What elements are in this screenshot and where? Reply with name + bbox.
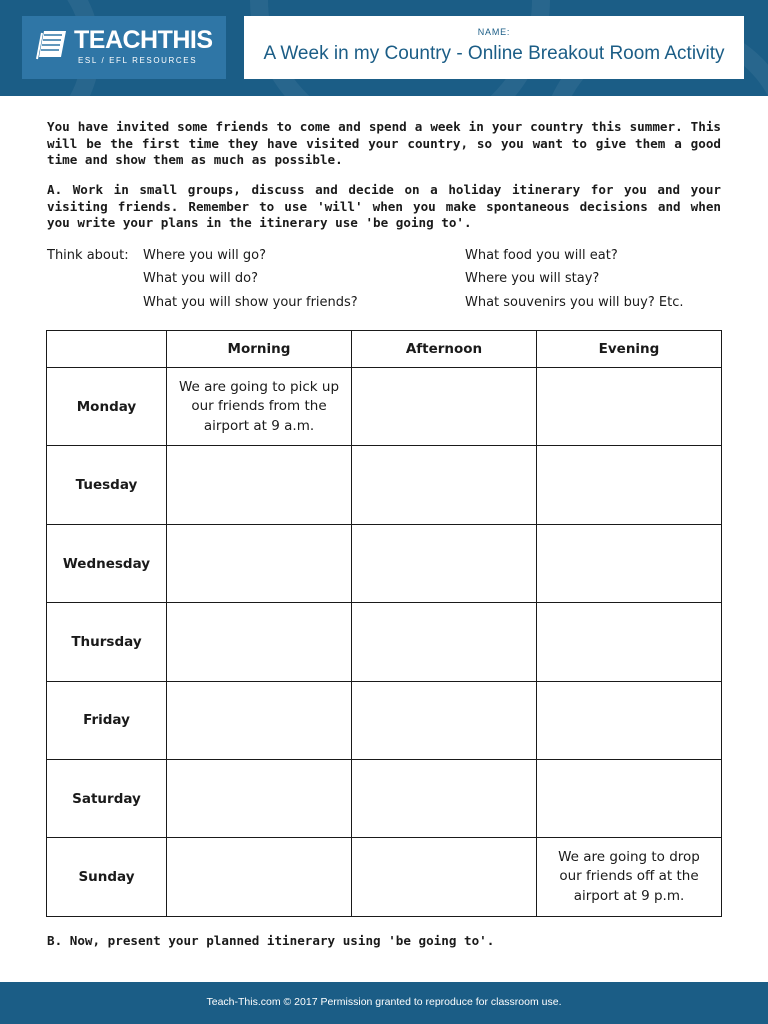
- morning-cell: [167, 760, 352, 838]
- think-item: Where you will go?: [143, 248, 267, 263]
- table-header-row: [47, 331, 722, 368]
- column-header-evening: Evening: [537, 331, 722, 368]
- table-row: [47, 681, 722, 759]
- think-item: What you will show your friends?: [143, 295, 358, 310]
- evening-cell: [537, 446, 722, 524]
- afternoon-cell: [352, 446, 537, 524]
- morning-cell: [167, 446, 352, 524]
- intro-paragraph: You have invited some friends to come and spend a week in your country this summer. This will be the first time they have visited your country, so you want to give them a good time and show them as much as possible.: [47, 119, 721, 167]
- evening-cell: [537, 603, 722, 681]
- table-row: [47, 368, 722, 446]
- title-panel: [244, 16, 744, 79]
- table-row: [47, 446, 722, 524]
- morning-cell: [167, 681, 352, 759]
- header-band: [0, 0, 768, 96]
- task-b-instructions: B. Now, present your planned itinerary using 'be going to'.: [47, 933, 495, 948]
- morning-cell: [167, 524, 352, 602]
- afternoon-cell: [352, 524, 537, 602]
- think-item: What food you will eat?: [465, 248, 618, 263]
- evening-cell: [537, 368, 722, 446]
- table-row: [47, 603, 722, 681]
- morning-cell: We are going to pick up our friends from the airport at 9 a.m.: [167, 368, 352, 446]
- day-label: Monday: [47, 368, 167, 446]
- evening-cell: [537, 681, 722, 759]
- think-item: What souvenirs you will buy? Etc.: [465, 295, 684, 310]
- column-header-afternoon: Afternoon: [352, 331, 537, 368]
- column-header-morning: Morning: [167, 331, 352, 368]
- afternoon-cell: [352, 603, 537, 681]
- afternoon-cell: [352, 368, 537, 446]
- morning-cell: [167, 603, 352, 681]
- evening-cell: [537, 524, 722, 602]
- think-about-label: Think about:: [47, 248, 129, 263]
- day-label: Tuesday: [47, 446, 167, 524]
- itinerary-table: [46, 330, 722, 917]
- afternoon-cell: [352, 838, 537, 917]
- day-label: Friday: [47, 681, 167, 759]
- day-label: Thursday: [47, 603, 167, 681]
- think-item: Where you will stay?: [465, 271, 600, 286]
- table-row: [47, 524, 722, 602]
- evening-cell: [537, 760, 722, 838]
- column-header: [47, 331, 167, 368]
- teachthis-logo: [22, 16, 226, 79]
- task-a-instructions: A. Work in small groups, discuss and decide on a holiday itinerary for you and your visiting friends. Remember to use 'will' when you make spontaneous decisions and when you write your plans in the itinerary use 'be going to'.: [47, 182, 721, 230]
- name-label: NAME:: [477, 27, 511, 37]
- morning-cell: [167, 838, 352, 917]
- table-row: [47, 838, 722, 917]
- logo-wordmark: TEACHTHIS: [74, 26, 213, 54]
- day-label: Sunday: [47, 838, 167, 917]
- afternoon-cell: [352, 681, 537, 759]
- copyright-notice: Teach-This.com © 2017 Permission granted to reproduce for classroom use.: [206, 996, 562, 1008]
- footer-band: [0, 982, 768, 1024]
- book-icon: [36, 27, 70, 61]
- day-label: Saturday: [47, 760, 167, 838]
- logo-tagline: ESL / EFL RESOURCES: [78, 56, 198, 65]
- evening-cell: We are going to drop our friends off at the airport at 9 p.m.: [537, 838, 722, 917]
- day-label: Wednesday: [47, 524, 167, 602]
- page-title: A Week in my Country - Online Breakout Room Activity: [263, 43, 725, 64]
- table-row: [47, 760, 722, 838]
- afternoon-cell: [352, 760, 537, 838]
- think-item: What you will do?: [143, 271, 259, 286]
